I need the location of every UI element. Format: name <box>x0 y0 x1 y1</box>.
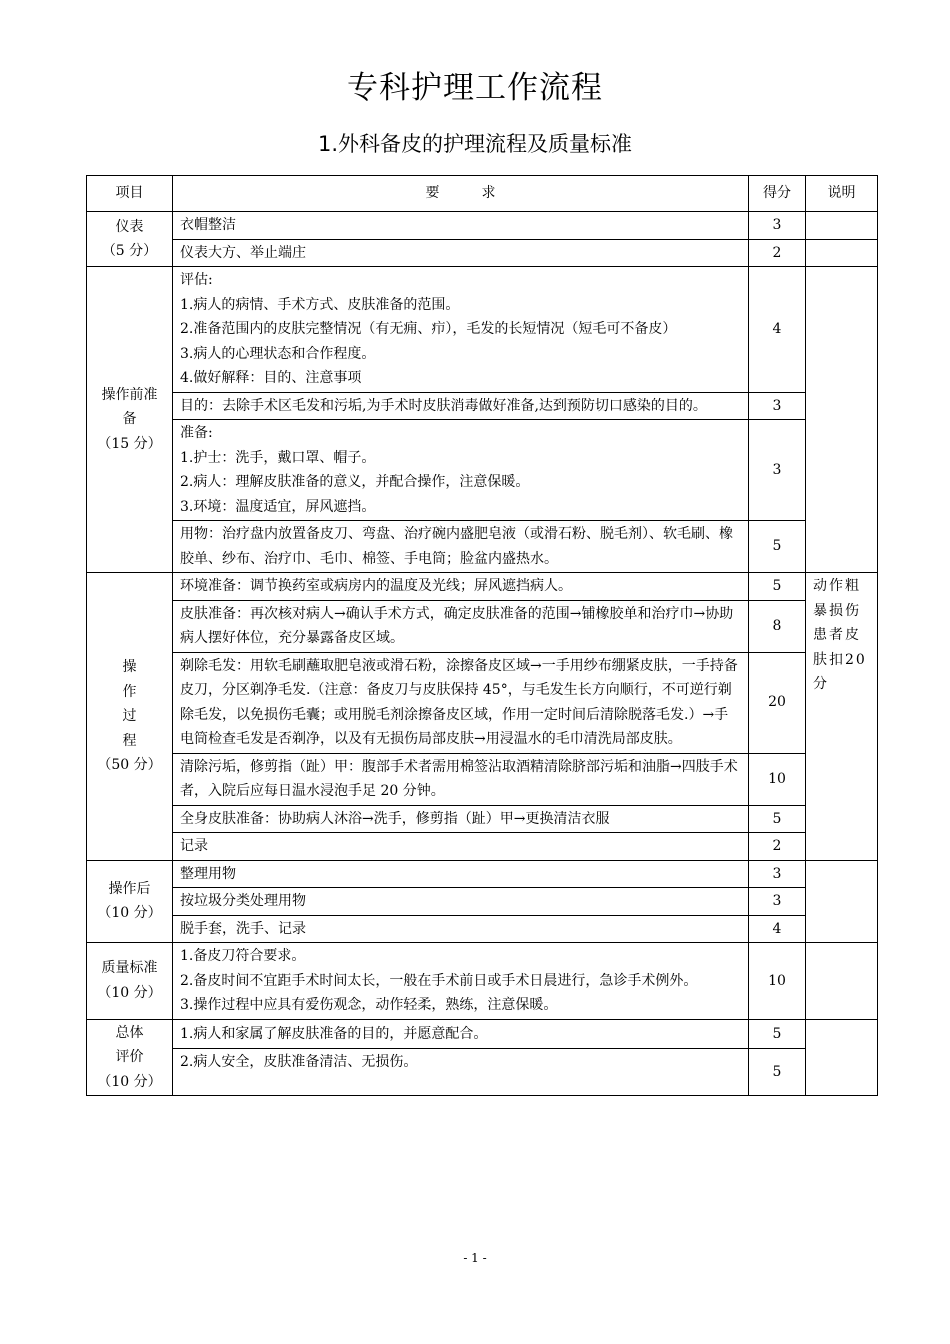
header-requirements: 要 求 <box>173 176 749 212</box>
score-cell: 5 <box>749 573 806 601</box>
standards-table <box>86 175 878 1096</box>
header-note: 说明 <box>806 176 878 212</box>
requirement-cell: 2.病人安全，皮肤准备清洁、无损伤。 <box>173 1049 749 1096</box>
score-cell: 3 <box>749 392 806 420</box>
note-cell <box>806 573 878 861</box>
section-procedure: 操 作 过 程 （50 分） <box>87 573 173 861</box>
table-row <box>87 1019 878 1049</box>
requirement-cell: 剃除毛发：用软毛刷蘸取肥皂液或滑石粉，涂擦备皮区域→一手用纱布绷紧皮肤，一手持备皮刀，分区剃净毛发.（注意：备皮刀与皮肤保持 45°，与毛发生长方向顺行，不可逆行剃除毛发，以免损伤毛囊；或用脱毛剂涂擦备皮区域，作用一定时间后清除脱落毛发.）→手电筒检查毛发是否剃净，以及有无损伤局部皮肤→用浸温水的毛巾清洗局部皮肤。 <box>173 652 749 753</box>
table-row <box>87 392 878 420</box>
requirement-cell: 准备: 1.护士：洗手，戴口罩、帽子。 2.病人：理解皮肤准备的意义，并配合操作，注意保暖。 3.环境：温度适宜，屏风遮挡。 <box>173 420 749 521</box>
table-row <box>87 860 878 888</box>
section-quality-standard: 质量标准 （10 分） <box>87 943 173 1020</box>
section-appearance: 仪表 （5 分） <box>87 212 173 267</box>
note-cell <box>806 212 878 240</box>
table-row <box>87 915 878 943</box>
table-row <box>87 833 878 861</box>
header-score: 得分 <box>749 176 806 212</box>
score-cell: 8 <box>749 600 806 652</box>
score-cell: 3 <box>749 860 806 888</box>
table-row <box>87 805 878 833</box>
section-subtitle: 1.外科备皮的护理流程及质量标准 <box>317 132 633 156</box>
table-row <box>87 600 878 652</box>
requirement-cell: 全身皮肤准备：协助病人沐浴→洗手，修剪指（趾）甲→更换清洁衣服 <box>173 805 749 833</box>
table-row <box>87 1049 878 1096</box>
requirement-cell: 用物：治疗盘内放置备皮刀、弯盘、治疗碗内盛肥皂液（或滑石粉、脱毛剂）、软毛刷、橡胶单、纱布、治疗巾、毛巾、棉签、手电筒；脸盆内盛热水。 <box>173 521 749 573</box>
note-cell <box>806 943 878 1020</box>
table-row <box>87 521 878 573</box>
score-cell: 20 <box>749 652 806 753</box>
note-cell <box>806 860 878 943</box>
requirement-cell: 整理用物 <box>173 860 749 888</box>
requirement-cell: 环境准备：调节换药室或病房内的温度及光线；屏风遮挡病人。 <box>173 573 749 601</box>
table-row <box>87 267 878 393</box>
score-cell: 2 <box>749 833 806 861</box>
score-cell: 5 <box>749 805 806 833</box>
score-cell: 3 <box>749 420 806 521</box>
requirement-cell: 目的：去除手术区毛发和污垢,为手术时皮肤消毒做好准备,达到预防切口感染的目的。 <box>173 392 749 420</box>
page-title: 专科护理工作流程 <box>347 70 603 106</box>
requirement-cell: 1.备皮刀符合要求。 2.备皮时间不宜距手术时间太长，一般在手术前日或手术日晨进行，急诊手术例外。 3.操作过程中应具有爱伤观念，动作轻柔，熟练，注意保暖。 <box>173 943 749 1020</box>
requirement-cell: 清除污垢，修剪指（趾）甲：腹部手术者需用棉签沾取酒精清除脐部污垢和油脂→四肢手术者，入院后应每日温水浸泡手足 20 分钟。 <box>173 753 749 805</box>
requirement-cell: 按垃圾分类处理用物 <box>173 888 749 916</box>
table-row <box>87 753 878 805</box>
score-cell: 10 <box>749 753 806 805</box>
note-cell <box>806 239 878 267</box>
page-number: - 1 - <box>463 1251 487 1265</box>
table-row <box>87 652 878 753</box>
requirement-cell: 衣帽整洁 <box>173 212 749 240</box>
score-cell: 5 <box>749 1019 806 1049</box>
requirement-cell: 1.病人和家属了解皮肤准备的目的，并愿意配合。 <box>173 1019 749 1049</box>
requirement-cell: 评估: 1.病人的病情、手术方式、皮肤准备的范围。 2.准备范围内的皮肤完整情况（有无痈、疖），毛发的长短情况（短毛可不备皮） 3.病人的心理状态和合作程度。 4.做好解释：目的、注意事项 <box>173 267 749 393</box>
note-cell <box>806 267 878 573</box>
table-row <box>87 888 878 916</box>
section-overall-evaluation: 总体 评价 （10 分） <box>87 1019 173 1096</box>
requirement-cell: 记录 <box>173 833 749 861</box>
table-row <box>87 943 878 1020</box>
section-post-operation: 操作后 （10 分） <box>87 860 173 943</box>
score-cell: 5 <box>749 521 806 573</box>
score-cell: 5 <box>749 1049 806 1096</box>
score-cell: 3 <box>749 888 806 916</box>
score-cell: 10 <box>749 943 806 1020</box>
score-cell: 2 <box>749 239 806 267</box>
score-cell: 4 <box>749 267 806 393</box>
requirement-cell: 皮肤准备：再次核对病人→确认手术方式，确定皮肤准备的范围→铺橡胶单和治疗巾→协助病人摆好体位，充分暴露备皮区域。 <box>173 600 749 652</box>
score-cell: 3 <box>749 212 806 240</box>
section-preparation: 操作前准 备 （15 分） <box>87 267 173 573</box>
table-row <box>87 239 878 267</box>
score-cell: 4 <box>749 915 806 943</box>
note-cell <box>806 1019 878 1096</box>
deduction-note: 动作粗暴损伤患者皮肤扣20分 <box>813 578 867 692</box>
table-row <box>87 420 878 521</box>
table-row <box>87 573 878 601</box>
table-header-row <box>87 176 878 212</box>
requirement-cell: 脱手套，洗手、记录 <box>173 915 749 943</box>
header-item: 项目 <box>87 176 173 212</box>
requirement-cell: 仪表大方、举止端庄 <box>173 239 749 267</box>
table-row <box>87 212 878 240</box>
